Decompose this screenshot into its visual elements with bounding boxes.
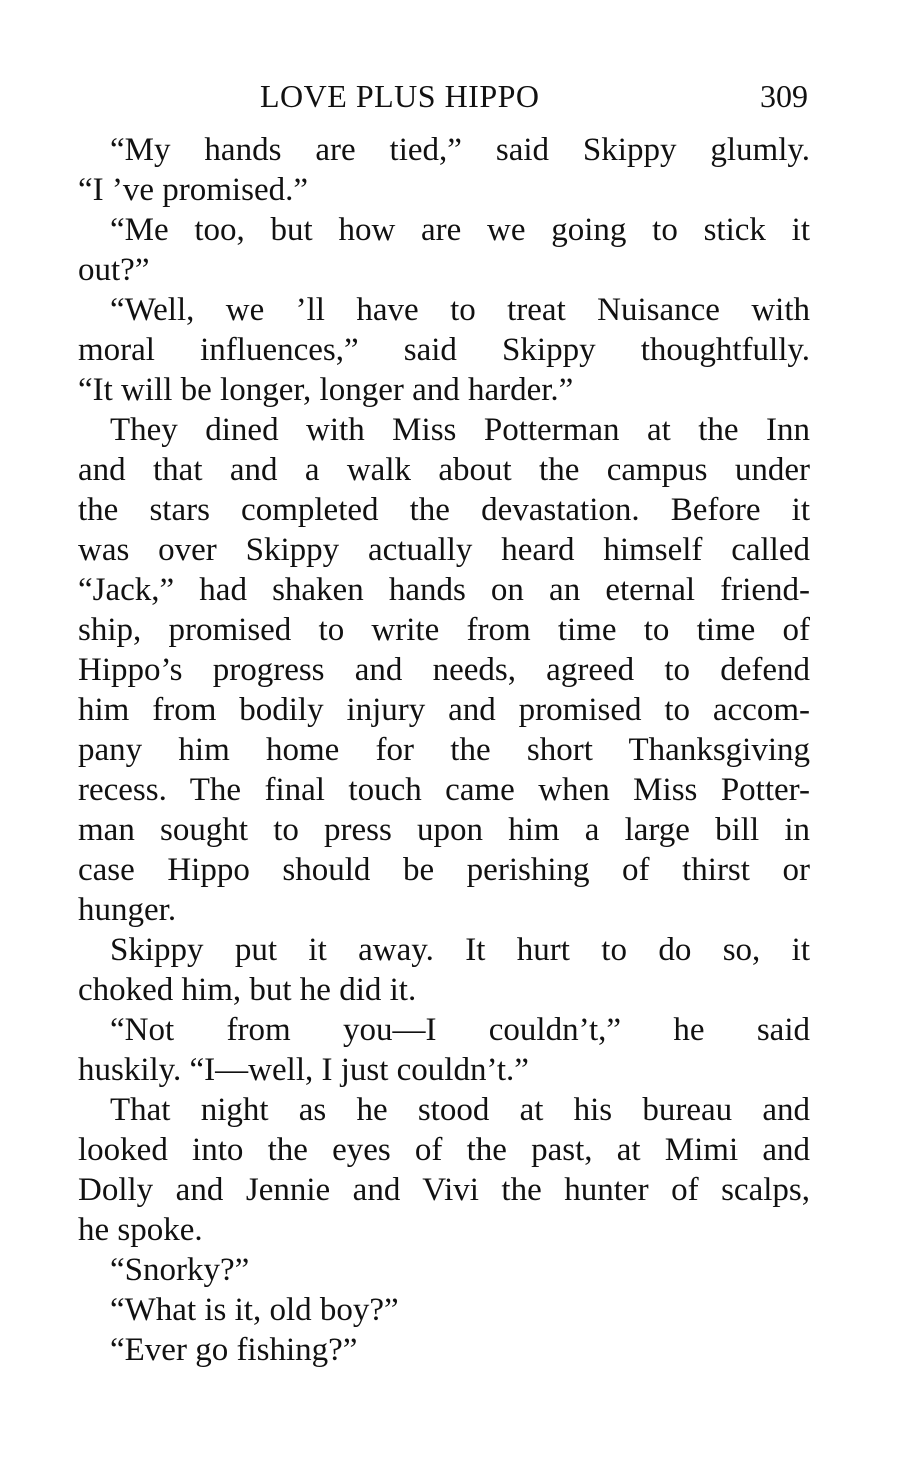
text-line: Hippo’s progress and needs, agreed to defend: [78, 652, 810, 688]
text-line: “Me too, but how are we going to stick it: [110, 212, 810, 248]
running-head: [78, 70, 810, 122]
text-line: “What is it, old boy?”: [110, 1292, 399, 1328]
text-line: That night as he stood at his bureau and: [110, 1092, 810, 1128]
text-line: case Hippo should be perishing of thirst or: [78, 852, 810, 888]
text-line: “It will be longer, longer and harder.”: [78, 372, 574, 408]
text-line: was over Skippy actually heard himself called: [78, 532, 810, 568]
text-line: Dolly and Jennie and Vivi the hunter of scalps,: [78, 1172, 810, 1208]
text-line: “My hands are tied,” said Skippy glumly.: [110, 132, 810, 168]
text-line: “Jack,” had shaken hands on an eternal friend-: [78, 572, 810, 608]
text-line: They dined with Miss Potterman at the Inn: [110, 412, 810, 448]
text-line: out?”: [78, 252, 150, 288]
text-line: man sought to press upon him a large bill in: [78, 812, 810, 848]
text-line: “Snorky?”: [110, 1252, 250, 1288]
text-line: “I ’ve promised.”: [78, 172, 308, 208]
text-line: moral influences,” said Skippy thoughtfully.: [78, 332, 810, 368]
text-line: him from bodily injury and promised to accom-: [78, 692, 810, 728]
text-line: looked into the eyes of the past, at Mimi and: [78, 1132, 810, 1168]
book-page: [78, 70, 810, 1370]
text-line: hunger.: [78, 892, 177, 928]
text-line: the stars completed the devastation. Before it: [78, 492, 810, 528]
text-line: choked him, but he did it.: [78, 972, 417, 1008]
text-line: and that and a walk about the campus under: [78, 452, 810, 488]
text-line: “Ever go fishing?”: [110, 1332, 358, 1368]
page-number: 309: [760, 78, 808, 114]
text-line: huskily. “I—well, I just couldn’t.”: [78, 1052, 529, 1088]
text-line: recess. The final touch came when Miss Potter-: [78, 772, 810, 808]
body-text: [78, 130, 810, 1370]
text-line: “Well, we ’ll have to treat Nuisance with: [110, 292, 810, 328]
text-line: ship, promised to write from time to time of: [78, 612, 810, 648]
text-line: he spoke.: [78, 1212, 203, 1248]
text-line: pany him home for the short Thanksgiving: [78, 732, 810, 768]
text-line: “Not from you—I couldn’t,” he said: [110, 1012, 810, 1048]
text-line: Skippy put it away. It hurt to do so, it: [110, 932, 810, 968]
running-title: LOVE PLUS HIPPO: [260, 78, 540, 114]
